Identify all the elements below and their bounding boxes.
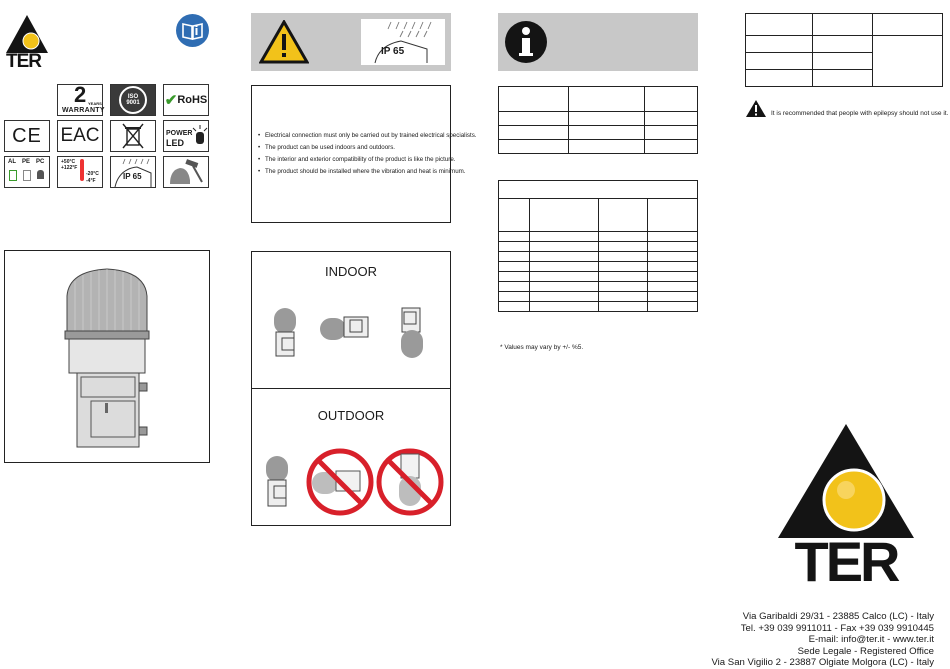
ter-logo-text: TER [6, 51, 41, 72]
ter-logo-large [776, 420, 916, 592]
ter-logo-large-text: TER [794, 530, 898, 593]
ip65-rain-icon: IP 65 [110, 156, 156, 188]
specs-table-2 [498, 180, 698, 312]
list-item: • The interior and exterior compatibility of the product is like the picture. [258, 154, 450, 166]
indoor-mounting-icons [252, 292, 450, 382]
registered-office-address: Via San Vigilio 2 - 23887 Olgiate Molgora (LC) - Italy [711, 657, 934, 669]
address-line: Via Garibaldi 29/31 - 23885 Calco (LC) - Italy [742, 611, 934, 622]
power-led-icon: POWER LED [163, 120, 209, 152]
ce-mark-icon: CE [4, 120, 50, 152]
warranty-icon: 2 YEARS WARRANTY [57, 84, 103, 116]
tolerance-note: * Values may vary by +/- %5. [500, 344, 584, 351]
warning-triangle-icon [259, 20, 309, 64]
list-item: • The product can be used indoors and outdoors. [258, 142, 450, 154]
registered-office-label: Sede Legale - Registered Office [797, 645, 934, 657]
company-address [711, 611, 934, 669]
outdoor-title: OUTDOOR [317, 408, 385, 423]
safety-instructions-box [251, 85, 477, 223]
epilepsy-warning-icon [745, 99, 767, 118]
outdoor-mounting-icons [252, 442, 450, 522]
impact-hammer-icon [163, 156, 209, 188]
installation-panel [251, 251, 451, 526]
ter-logo-small [4, 13, 50, 73]
product-drawing-frame [4, 250, 210, 463]
temperature-range-icon: +50°C +122°F -20°C -4°F [57, 156, 103, 188]
info-icon [503, 19, 549, 65]
warning-header-panel [251, 13, 451, 71]
beacon-product-icon [5, 251, 209, 462]
list-item: • Electrical connection must only be carried out by trained electrical specialists. [258, 130, 450, 142]
materials-icon: AL PE PC [4, 156, 50, 188]
ip65-protection-icon: IP 65 [361, 19, 445, 65]
eac-mark-icon: EAC [57, 120, 103, 152]
email-web-line: E-mail: info@ter.it - www.ter.it [808, 634, 934, 646]
info-header-panel [498, 13, 698, 71]
phone-fax-line: Tel. +39 039 9911011 - Fax +39 039 9910445 [740, 622, 934, 634]
specs-table-1 [498, 86, 698, 154]
specs-table-3 [745, 13, 943, 87]
read-manual-icon [176, 14, 209, 47]
list-item: • The product should be installed where the vibration and heat is minimum. [258, 166, 450, 178]
epilepsy-warning-text: It is recommended that people with epilepsy should not use it. [771, 110, 949, 117]
iso-9001-icon: ISO 9001 [110, 84, 156, 116]
weee-bin-icon [110, 120, 156, 152]
safety-instructions-list [258, 130, 477, 178]
indoor-title: INDOOR [325, 264, 377, 279]
rohs-icon: ✔ RoHS [163, 84, 209, 116]
